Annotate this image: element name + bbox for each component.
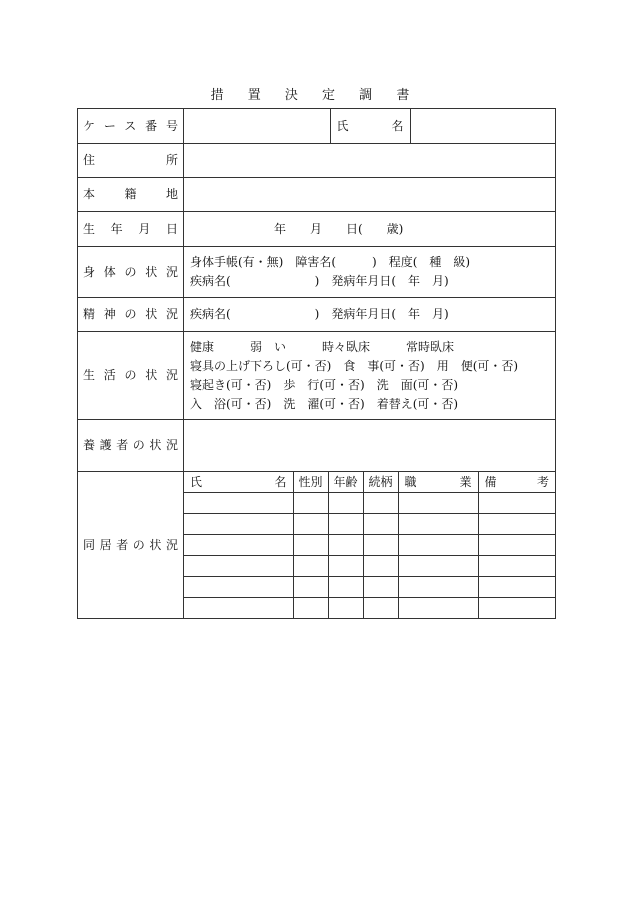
cohabitants-header-row — [184, 472, 555, 493]
mental-label: 精神の状況 — [78, 298, 184, 332]
table-cell[interactable] — [293, 598, 328, 619]
table-cell[interactable] — [478, 577, 555, 598]
mental-content — [184, 298, 556, 332]
table-cell[interactable] — [398, 598, 478, 619]
table-cell[interactable] — [363, 514, 398, 535]
column-header: 年齢 — [328, 472, 363, 493]
table-cell[interactable] — [478, 556, 555, 577]
living-line: 寝具の上げ下ろし(可・否) 食 事(可・否) 用 便(可・否) — [190, 358, 519, 373]
table-cell[interactable] — [184, 535, 293, 556]
living-line: 健康 弱 い 時々臥床 常時臥床 — [190, 339, 455, 354]
table-cell[interactable] — [478, 598, 555, 619]
row-caretaker — [78, 420, 556, 472]
table-cell[interactable] — [293, 493, 328, 514]
caretaker-field[interactable] — [184, 420, 556, 472]
case-number-subtable — [184, 109, 555, 143]
table-cell[interactable] — [328, 493, 363, 514]
table-row — [184, 598, 555, 619]
table-cell[interactable] — [478, 535, 555, 556]
table-cell[interactable] — [328, 598, 363, 619]
column-header: 備考 — [478, 472, 555, 493]
name-label: 氏 名 — [330, 109, 410, 143]
table-cell[interactable] — [363, 493, 398, 514]
table-cell[interactable] — [328, 535, 363, 556]
table-cell[interactable] — [328, 514, 363, 535]
table-cell[interactable] — [184, 598, 293, 619]
table-cell[interactable] — [363, 598, 398, 619]
column-header: 性別 — [293, 472, 328, 493]
decision-form-table — [77, 108, 556, 619]
physical-content — [184, 247, 556, 298]
row-cohabitants — [78, 472, 556, 619]
table-cell[interactable] — [478, 514, 555, 535]
mental-line: 疾病名( ) 発病年月日( 年 月) — [190, 307, 449, 321]
table-cell[interactable] — [398, 493, 478, 514]
table-cell[interactable] — [184, 493, 293, 514]
column-header: 続柄 — [363, 472, 398, 493]
case-number-label: ケース番号 — [78, 109, 184, 144]
table-row — [184, 493, 555, 514]
table-cell[interactable] — [398, 556, 478, 577]
row-case-number — [78, 109, 556, 144]
row-address — [78, 144, 556, 178]
physical-label: 身体の状況 — [78, 247, 184, 298]
table-cell[interactable] — [363, 577, 398, 598]
table-cell[interactable] — [478, 493, 555, 514]
row-living — [78, 332, 556, 420]
table-cell[interactable] — [293, 556, 328, 577]
document-title: 措 置 決 定 調 書 — [210, 88, 420, 103]
row-physical — [78, 247, 556, 298]
row-domicile — [78, 178, 556, 212]
column-header: 氏名 — [184, 472, 293, 493]
domicile-field[interactable] — [184, 178, 556, 212]
table-cell[interactable] — [328, 577, 363, 598]
birthdate-value[interactable]: 年 月 日( 歳) — [184, 212, 556, 247]
physical-line: 疾病名( ) 発病年月日( 年 月) — [190, 274, 449, 288]
physical-line: 身体手帳(有・無) 障害名( ) 程度( 種 級) — [190, 255, 471, 269]
table-cell[interactable] — [293, 514, 328, 535]
table-cell[interactable] — [328, 556, 363, 577]
table-cell[interactable] — [184, 514, 293, 535]
table-cell[interactable] — [293, 577, 328, 598]
row-mental — [78, 298, 556, 332]
table-cell[interactable] — [398, 514, 478, 535]
table-cell[interactable] — [184, 556, 293, 577]
cohabitants-table — [184, 472, 555, 618]
table-row — [184, 535, 555, 556]
living-line: 寝起き(可・否) 歩 行(可・否) 洗 面(可・否) — [190, 377, 459, 392]
table-row — [184, 514, 555, 535]
caretaker-label: 養護者の状況 — [78, 420, 184, 472]
table-cell[interactable] — [293, 535, 328, 556]
table-cell[interactable] — [398, 577, 478, 598]
row-birthdate — [78, 212, 556, 247]
living-content — [184, 332, 556, 420]
address-label: 住所 — [78, 144, 184, 178]
living-line: 入 浴(可・否) 洗 濯(可・否) 着替え(可・否) — [190, 396, 459, 411]
table-cell[interactable] — [363, 535, 398, 556]
birthdate-label: 生年月日 — [78, 212, 184, 247]
cohabitants-label: 同居者の状況 — [78, 472, 184, 619]
table-cell[interactable] — [398, 535, 478, 556]
domicile-label: 本籍地 — [78, 178, 184, 212]
case-number-field[interactable] — [184, 109, 330, 143]
table-cell[interactable] — [184, 577, 293, 598]
table-row — [184, 577, 555, 598]
column-header: 職業 — [398, 472, 478, 493]
living-label: 生活の状況 — [78, 332, 184, 420]
table-cell[interactable] — [363, 556, 398, 577]
address-field[interactable] — [184, 144, 556, 178]
name-field[interactable] — [410, 109, 555, 143]
table-row — [184, 556, 555, 577]
